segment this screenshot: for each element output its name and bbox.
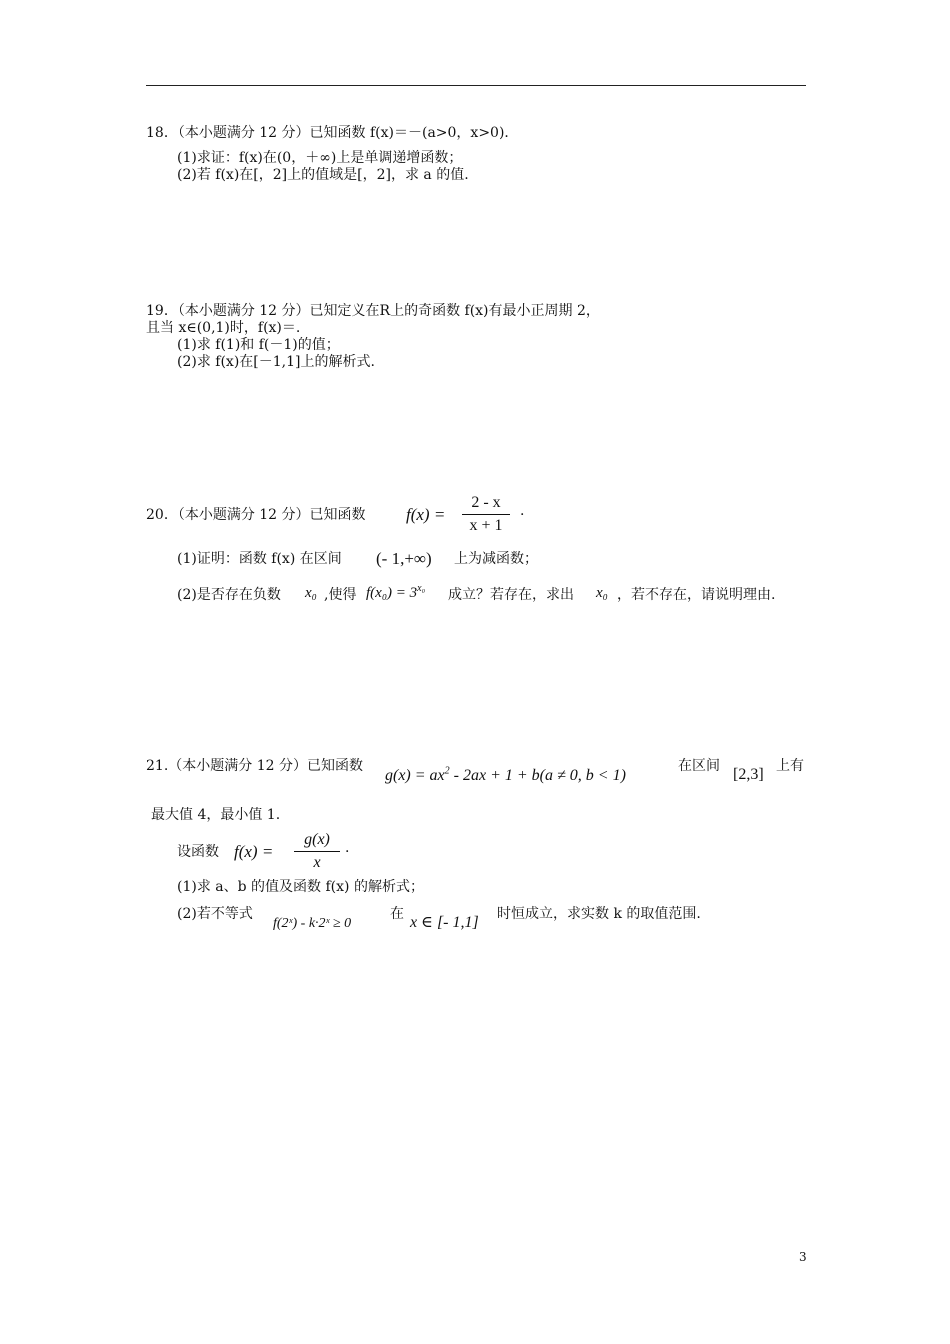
q20-part2-d: ，若不存在，请说明理由. bbox=[617, 587, 776, 603]
q21-set: 设函数 bbox=[177, 844, 219, 860]
fraction-bar bbox=[294, 851, 340, 852]
q21-interval: [2,3] bbox=[733, 766, 764, 783]
q21-tail: 上有 bbox=[776, 758, 804, 774]
q20-part2-a: (2)是否存在负数 bbox=[177, 587, 281, 603]
q20-x0-b: x₀ bbox=[596, 585, 608, 601]
q20-numerator: 2 - x bbox=[471, 494, 501, 511]
q20-fraction bbox=[462, 495, 510, 534]
q20-denominator: x + 1 bbox=[469, 517, 503, 534]
header-rule bbox=[146, 85, 806, 86]
q21-numerator: g(x) bbox=[304, 831, 330, 848]
q21-fraction bbox=[294, 832, 340, 871]
q21-interval-label: 在区间 bbox=[678, 758, 720, 774]
q18-part1: (1)求证：f(x)在(0，＋∞)上是单调递增函数； bbox=[177, 150, 463, 166]
q20-end-dot: · bbox=[520, 507, 525, 523]
q21-part2-c: 时恒成立，求实数 k 的取值范围. bbox=[497, 906, 701, 922]
q21-denominator: x bbox=[313, 854, 321, 871]
q21-g-rest: - 2ax + 1 + b(a ≠ 0, b < 1) bbox=[449, 767, 626, 784]
q21-f-function: f(x) = bbox=[234, 842, 274, 861]
q20-equation-exponent: x₀ bbox=[417, 583, 426, 594]
q20-part2-c: 成立？若存在，求出 bbox=[448, 587, 574, 603]
q20-part2-b: ,使得 bbox=[324, 587, 357, 603]
page-number: 3 bbox=[799, 1250, 807, 1264]
q21-line2: 最大值 4，最小值 1. bbox=[151, 807, 281, 823]
q20-part1-a: (1)证明：函数 f(x) 在区间 bbox=[177, 551, 342, 567]
q18-stem: 18．（本小题满分 12 分）已知函数 f(x)＝－(a>0，x>0)． bbox=[146, 125, 519, 141]
q20-function: f(x) = bbox=[406, 505, 446, 524]
q21-stem: 21.（本小题满分 12 分）已知函数 bbox=[146, 758, 363, 774]
q20-equation-base: f(x₀) = 3 bbox=[366, 585, 418, 601]
q21-f-end-dot: · bbox=[345, 844, 350, 860]
q20-x0: x₀ bbox=[305, 585, 317, 601]
q21-part2-b: 在 bbox=[390, 906, 404, 922]
fraction-bar bbox=[462, 514, 510, 515]
q20-stem: 20．（本小题满分 12 分）已知函数 bbox=[146, 507, 366, 523]
q20-part1-interval: (- 1,+∞) bbox=[376, 549, 432, 568]
q19-part2: (2)求 f(x)在[－1,1]上的解析式. bbox=[177, 354, 375, 370]
q21-part1: (1)求 a、b 的值及函数 f(x) 的解析式； bbox=[177, 879, 424, 895]
q19-stem-line2: 且当 x∈(0,1)时，f(x)＝. bbox=[146, 320, 301, 336]
q20-equation bbox=[366, 583, 426, 601]
q19-stem: 19．（本小题满分 12 分）已知定义在R上的奇函数 f(x)有最小正周期 2， bbox=[146, 303, 600, 319]
q21-part2-a: (2)若不等式 bbox=[177, 906, 253, 922]
q20-part1-b: 上为减函数； bbox=[454, 551, 538, 567]
q21-g-function bbox=[385, 765, 626, 784]
q21-g-exponent: 2 bbox=[444, 765, 450, 777]
q18-part2: (2)若 f(x)在[，2]上的值域是[，2]，求 a 的值. bbox=[177, 167, 469, 183]
q21-domain: x ∈ [- 1,1] bbox=[410, 914, 479, 931]
q19-part1: (1)求 f(1)和 f(－1)的值； bbox=[177, 337, 340, 353]
q21-g-base: g(x) = ax bbox=[385, 767, 445, 784]
q21-inequality: f(2ˣ) - k·2ˣ ≥ 0 bbox=[273, 916, 352, 931]
